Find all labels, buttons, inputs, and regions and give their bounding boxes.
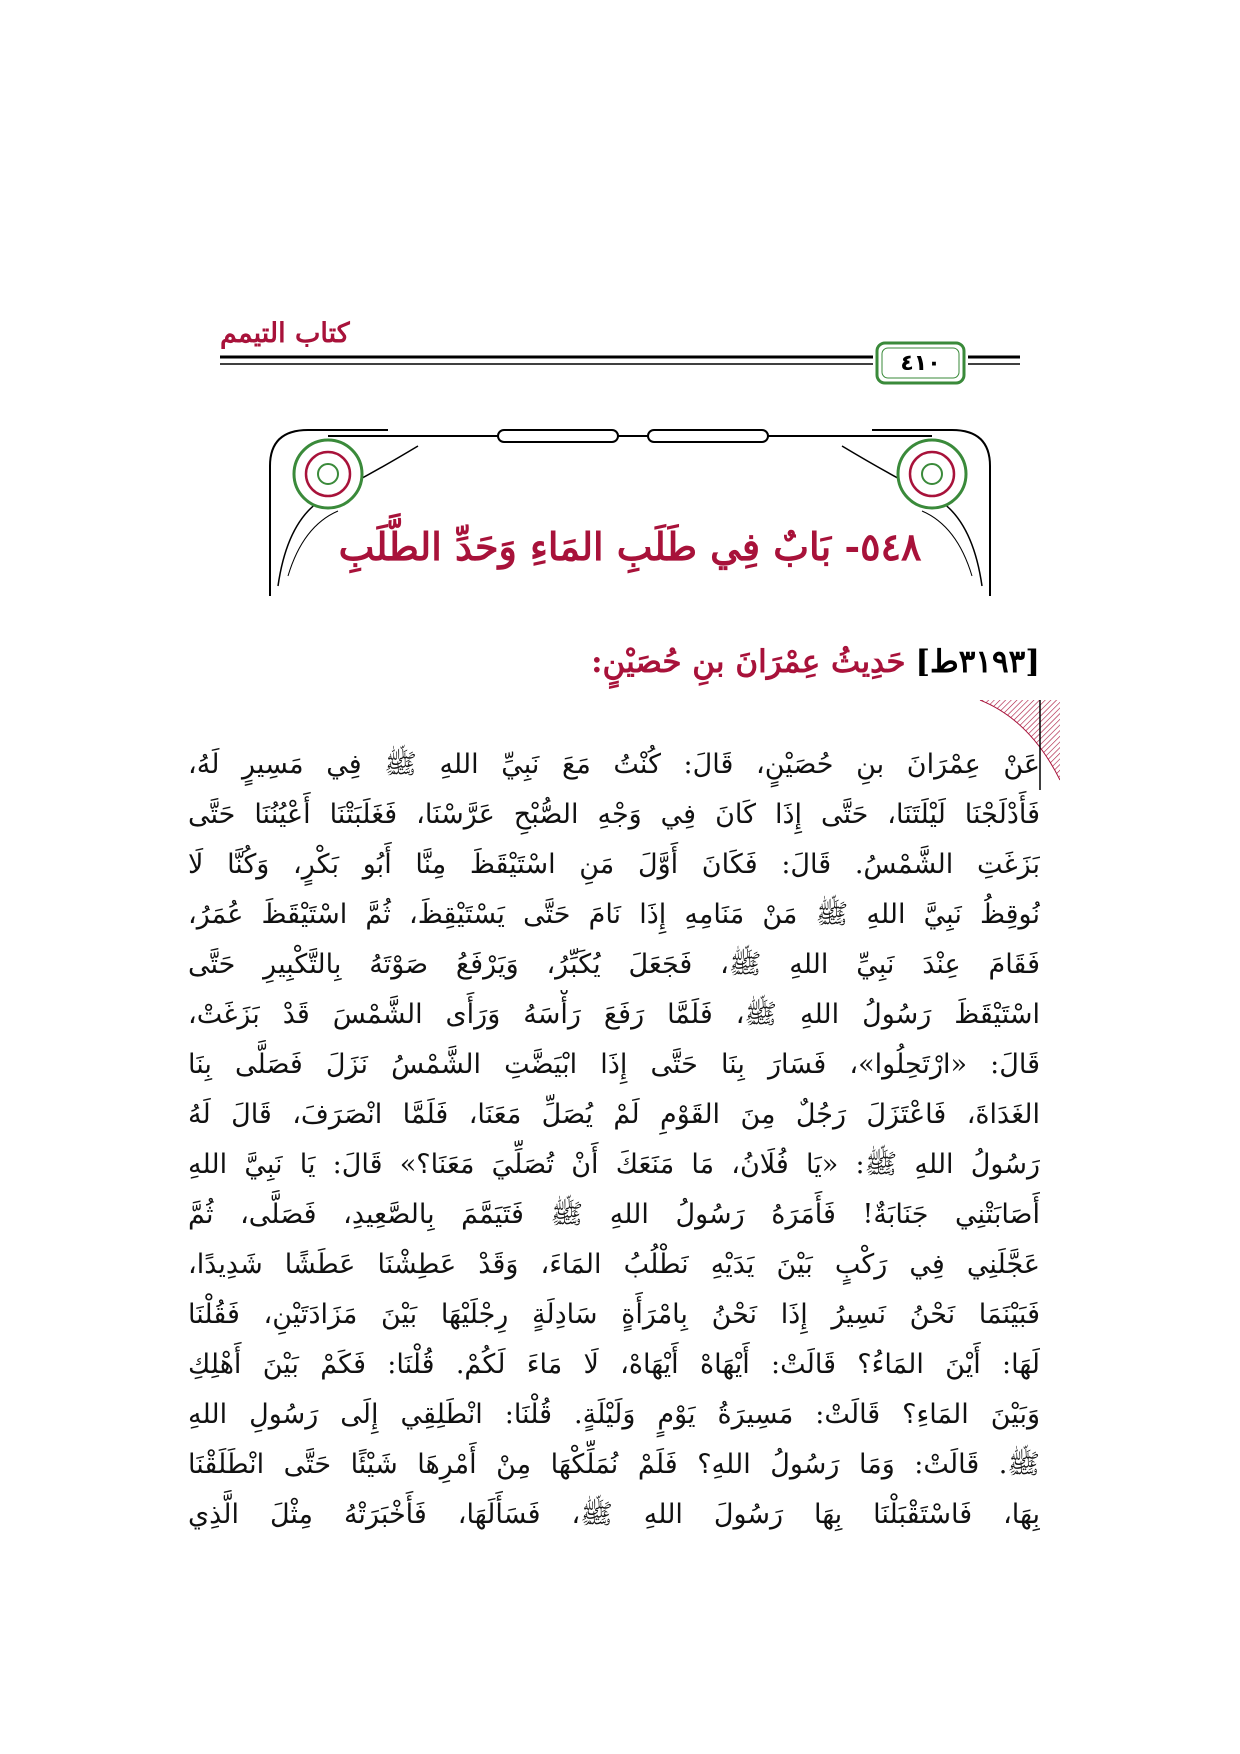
left-rosette-icon	[270, 430, 418, 596]
hadith-reference: [٣١٩٣ط]	[915, 644, 1040, 680]
body-line: بَزَغَتِ الشَّمْسُ. قَالَ: فَكَانَ أَوَّلَ مَنِ اسْتَيْقَظَ مِنَّا أَبُو بَكْرٍ، وَكُنَّا لَا	[188, 849, 1040, 880]
hadith-heading	[420, 644, 1040, 680]
body-line: بِهَا، فَاسْتَقْبَلْنَا بِهَا رَسُولَ اللهِ ﷺ، فَسَأَلَهَا، فَأَخْبَرَتْهُ مِثْلَ الَّذِي	[188, 1499, 1040, 1530]
body-line: ﷺ. قَالَتْ: وَمَا رَسُولُ اللهِ؟ فَلَمْ نُمَلِّكْهَا مِنْ أَمْرِهَا شَيْئًا حَتَّى انْطَلَقْنَا	[188, 1449, 1040, 1480]
book-title: كتاب التيمم	[220, 318, 350, 349]
body-line: وَبَيْنَ المَاءِ؟ قَالَتْ: مَسِيرَةُ يَوْمٍ وَلَيْلَةٍ. قُلْنَا: انْطَلِقِي إِلَى رَسُولِ اللهِ	[188, 1399, 1040, 1430]
hadith-title: حَدِيثُ عِمْرَانَ بنِ حُصَيْنٍ:	[591, 644, 906, 680]
page-header	[0, 0, 1240, 400]
body-line: فَبَيْنَمَا نَحْنُ نَسِيرُ إِذَا نَحْنُ بِامْرَأَةٍ سَادِلَةٍ رِجْلَيْهَا بَيْنَ مَزَادَتَيْنِ، فَقُلْنَا	[188, 1299, 1040, 1330]
body-line: نُوقِظُ نَبِيَّ اللهِ ﷺ مَنْ مَنَامِهِ إِذَا نَامَ حَتَّى يَسْتَيْقِظَ، ثُمَّ اسْتَيْقَظَ عُمَرُ،	[188, 899, 1040, 930]
chapter-frame-ornament	[268, 426, 992, 596]
body-line: اسْتَيْقَظَ رَسُولُ اللهِ ﷺ، فَلَمَّا رَفَعَ رَأْسَهُ وَرَأَى الشَّمْسَ قَدْ بَزَغَتْ،	[188, 999, 1040, 1030]
body-line: رَسُولُ اللهِ ﷺ: «يَا فُلَانُ، مَا مَنَعَكَ أَنْ تُصَلِّيَ مَعَنَا؟» قَالَ: يَا نَبِيَّ اللهِ	[188, 1149, 1040, 1180]
body-line: فَأَدْلَجْنَا لَيْلَتَنَا، حَتَّى إِذَا كَانَ فِي وَجْهِ الصُّبْحِ عَرَّسْنَا، فَغَلَبَتْنَا أَعْيُنُنَا حَتَّى	[188, 799, 1040, 830]
body-line: فَقَامَ عِنْدَ نَبِيِّ اللهِ ﷺ، فَجَعَلَ يُكَبِّرُ، وَيَرْفَعُ صَوْتَهُ بِالتَّكْبِيرِ حَتَّى	[188, 949, 1040, 980]
page-number: ٤١٠	[900, 350, 941, 376]
body-line: لَهَا: أَيْنَ المَاءُ؟ قَالَتْ: أَيْهَاهْ أَيْهَاهْ، لَا مَاءَ لَكُمْ. قُلْنَا: فَكَمْ بَيْنَ أَهْلِكِ	[188, 1349, 1040, 1380]
header-rules	[0, 0, 1240, 400]
body-line: الغَدَاةَ، فَاعْتَزَلَ رَجُلٌ مِنَ القَوْمِ لَمْ يُصَلِّ مَعَنَا، فَلَمَّا انْصَرَفَ، قَالَ لَهُ	[188, 1099, 1040, 1130]
body-line: عَنْ عِمْرَانَ بنِ حُصَيْنٍ، قَالَ: كُنْتُ مَعَ نَبِيِّ اللهِ ﷺ فِي مَسِيرٍ لَهُ،	[188, 749, 1040, 780]
chapter-title: ٥٤٨- بَابٌ فِي طَلَبِ المَاءِ وَحَدِّ الطَّلَبِ	[338, 524, 922, 569]
body-line: أَصَابَتْنِي جَنَابَةٌ! فَأَمَرَهُ رَسُولُ اللهِ ﷺ فَتَيَمَّمَ بِالصَّعِيدِ، فَصَلَّى، ثُمَّ	[188, 1199, 1040, 1230]
body-line: عَجَّلَنِي فِي رَكْبٍ بَيْنَ يَدَيْهِ نَطْلُبُ المَاءَ، وَقَدْ عَطِشْنَا عَطَشًا شَدِيدًا،	[188, 1249, 1040, 1280]
hadith-body	[188, 740, 1040, 1540]
right-rosette-icon	[842, 430, 990, 596]
body-line: قَالَ: «ارْتَحِلُوا»، فَسَارَ بِنَا حَتَّى إِذَا ابْيَضَّتِ الشَّمْسُ نَزَلَ فَصَلَّى بِنَا	[188, 1049, 1040, 1080]
